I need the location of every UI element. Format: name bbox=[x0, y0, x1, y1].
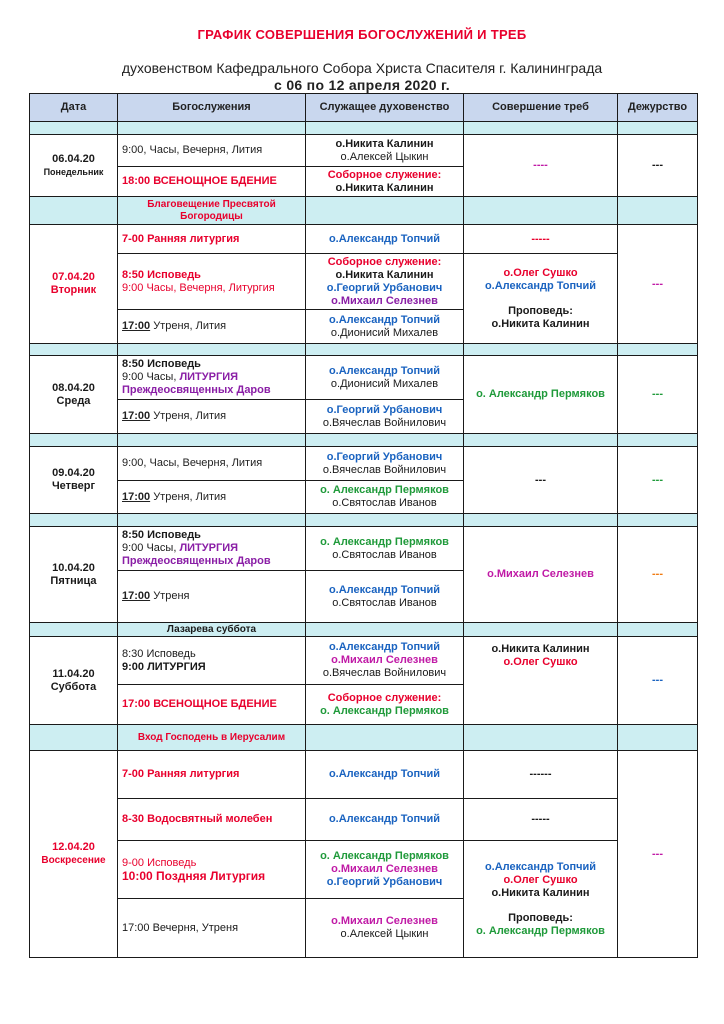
service-line: Преждеосвященных Даров bbox=[122, 555, 271, 567]
service-cell bbox=[118, 400, 306, 434]
weekday-value: Вторник bbox=[50, 284, 97, 296]
table-header-row bbox=[30, 94, 698, 122]
rites-cell: ----- bbox=[464, 225, 618, 254]
table-row bbox=[30, 356, 698, 400]
clergy-name: о.Александр Топчий bbox=[328, 313, 441, 326]
service-time: 17:00 bbox=[122, 410, 151, 422]
clergy-name: о.Вячеслав Войнилович bbox=[322, 463, 447, 476]
clergy-name: о.Михаил Селезнев bbox=[331, 863, 438, 875]
table-row bbox=[30, 751, 698, 799]
service-line: 8:50 Исповедь bbox=[122, 529, 201, 541]
service-time: 17:00 bbox=[122, 320, 151, 332]
service-cell bbox=[118, 481, 306, 514]
rites-cell: о.Михаил Селезнев bbox=[464, 527, 618, 623]
clergy-name: о.Георгий Урбанович bbox=[326, 450, 443, 463]
service-cell: 18:00 ВСЕНОЩНОЕ БДЕНИЕ bbox=[118, 167, 306, 197]
schedule-period: с 06 по 12 апреля 2020 г. bbox=[274, 77, 450, 93]
date-cell bbox=[30, 135, 118, 197]
separator-row bbox=[30, 344, 698, 356]
feast-name: Вход Господень в Иерусалим bbox=[118, 725, 306, 751]
clergy-name: о.Михаил Селезнев bbox=[331, 915, 438, 927]
duty-cell: --- bbox=[618, 447, 698, 514]
service-cell bbox=[118, 527, 306, 571]
schedule-table bbox=[29, 93, 698, 958]
clergy-cell bbox=[306, 254, 464, 310]
rites-cell: ---- bbox=[464, 135, 618, 197]
clergy-name: о.Георгий Урбанович bbox=[326, 281, 443, 294]
date-value: 07.04.20 bbox=[52, 271, 95, 283]
clergy-cell bbox=[306, 571, 464, 623]
clergy-name: о.Алексей Цыкин bbox=[340, 150, 429, 163]
feast-row bbox=[30, 623, 698, 637]
service-cell bbox=[118, 637, 306, 685]
clergy-cell bbox=[306, 685, 464, 725]
service-line: 10:00 Поздняя Литургия bbox=[122, 868, 266, 883]
table-row bbox=[30, 135, 698, 167]
service-text: Утреня, Лития bbox=[150, 320, 227, 332]
clergy-cell bbox=[306, 481, 464, 514]
clergy-cell bbox=[306, 637, 464, 685]
service-line: 8:30 Исповедь bbox=[122, 647, 196, 660]
date-value: 11.04.20 bbox=[52, 667, 95, 680]
service-cell bbox=[118, 841, 306, 899]
separator-row bbox=[30, 514, 698, 527]
service-line: Преждеосвященных Даров bbox=[122, 384, 271, 396]
weekday-value: Четверг bbox=[51, 480, 96, 492]
service-cell: 17:00 ВСЕНОЩНОЕ БДЕНИЕ bbox=[118, 685, 306, 725]
service-time: 17:00 bbox=[122, 590, 151, 602]
service-cell bbox=[118, 310, 306, 344]
rites-name: о.Олег Сушко bbox=[503, 873, 578, 886]
service-cell: 7-00 Ранняя литургия bbox=[118, 751, 306, 799]
rites-name: о.Никита Калинин bbox=[491, 317, 590, 330]
rites-cell: ----- bbox=[464, 799, 618, 841]
col-header-clergy: Служащее духовенство bbox=[306, 94, 464, 122]
service-time: 17:00 bbox=[122, 490, 151, 503]
service-cell: 7-00 Ранняя литургия bbox=[118, 225, 306, 254]
date-value: 12.04.20 bbox=[52, 841, 95, 853]
rites-cell: ------ bbox=[464, 751, 618, 799]
duty-cell: --- bbox=[618, 225, 698, 344]
col-header-rites: Совершение треб bbox=[464, 94, 618, 122]
service-cell bbox=[118, 254, 306, 310]
clergy-name: о.Святослав Иванов bbox=[332, 596, 437, 609]
rites-cell bbox=[464, 841, 618, 958]
clergy-cell bbox=[306, 447, 464, 481]
table-row bbox=[30, 254, 698, 310]
clergy-name: о.Святослав Иванов bbox=[332, 548, 437, 561]
clergy-name: о.Михаил Селезнев bbox=[331, 654, 438, 666]
rites-name: о. Александр Пермяков bbox=[476, 924, 605, 937]
service-cell: 8-30 Водосвятный молебен bbox=[118, 799, 306, 841]
date-value: 10.04.20 bbox=[52, 561, 95, 574]
table-row bbox=[30, 447, 698, 481]
col-header-duty: Дежурство bbox=[618, 94, 698, 122]
service-text: Утреня, Лития bbox=[150, 490, 227, 503]
clergy-name: о. Александр Пермяков bbox=[320, 535, 449, 548]
clergy-name: о.Никита Калинин bbox=[335, 268, 434, 281]
date-cell bbox=[30, 356, 118, 434]
clergy-name: о.Дионисий Михалев bbox=[330, 377, 439, 390]
clergy-cell bbox=[306, 310, 464, 344]
separator-row bbox=[30, 434, 698, 447]
weekday-value: Среда bbox=[56, 394, 91, 407]
service-text: ЛИТУРГИЯ bbox=[179, 542, 239, 554]
col-header-services: Богослужения bbox=[118, 94, 306, 122]
service-cell: 9:00, Часы, Вечерня, Лития bbox=[118, 135, 306, 167]
service-line: 8:50 Исповедь bbox=[122, 358, 201, 370]
rites-name: о.Олег Сушко bbox=[503, 656, 578, 668]
date-value: 09.04.20 bbox=[52, 467, 95, 479]
service-text: 9:00 Часы, bbox=[122, 542, 180, 554]
rites-name: о.Александр Топчий bbox=[484, 860, 597, 873]
clergy-cell bbox=[306, 356, 464, 400]
service-cell bbox=[118, 356, 306, 400]
feast-name: Благовещение Пресвятой Богородицы bbox=[118, 197, 306, 225]
weekday-value: Суббота bbox=[50, 680, 97, 693]
clergy-name: о.Александр Топчий bbox=[328, 583, 441, 596]
clergy-name: о.Святослав Иванов bbox=[332, 497, 437, 509]
table-row bbox=[30, 637, 698, 685]
feast-name: Лазарева суббота bbox=[118, 623, 306, 637]
table-row bbox=[30, 225, 698, 254]
clergy-name: о.Михаил Селезнев bbox=[331, 294, 438, 307]
duty-cell: --- bbox=[618, 527, 698, 623]
clergy-name: о. Александр Пермяков bbox=[320, 850, 449, 862]
rites-name: о.Александр Топчий bbox=[484, 279, 597, 292]
table-row bbox=[30, 841, 698, 899]
clergy-cell: о.Александр Топчий bbox=[306, 751, 464, 799]
clergy-cell bbox=[306, 167, 464, 197]
table-row bbox=[30, 527, 698, 571]
col-header-date: Дата bbox=[30, 94, 118, 122]
clergy-name: о.Дионисий Михалев bbox=[330, 326, 439, 339]
service-line: 8:50 Исповедь bbox=[122, 268, 201, 281]
rites-cell: о. Александр Пермяков bbox=[464, 356, 618, 434]
duty-cell: --- bbox=[618, 637, 698, 725]
clergy-cell: о.Александр Топчий bbox=[306, 225, 464, 254]
page-title: ГРАФИК СОВЕРШЕНИЯ БОГОСЛУЖЕНИЙ И ТРЕБ bbox=[197, 27, 527, 42]
weekday-value: Пятница bbox=[50, 574, 97, 587]
date-value: 06.04.20 bbox=[52, 152, 95, 165]
clergy-name: о.Георгий Урбанович bbox=[326, 876, 443, 888]
rites-cell bbox=[464, 254, 618, 344]
service-text: Утреня, Лития bbox=[150, 410, 227, 422]
date-cell bbox=[30, 447, 118, 514]
page-subtitle: духовенством Кафедрального Собора Христа Спасителя г. Калининграда bbox=[121, 60, 603, 76]
clergy-name: о.Никита Калинин bbox=[335, 137, 434, 150]
service-line: 9:00 ЛИТУРГИЯ bbox=[122, 660, 206, 673]
feast-row bbox=[30, 725, 698, 751]
clergy-cell bbox=[306, 899, 464, 958]
service-cell: 17:00 Вечерня, Утреня bbox=[118, 899, 306, 958]
duty-cell: --- bbox=[618, 751, 698, 958]
date-cell bbox=[30, 225, 118, 344]
feast-row bbox=[30, 197, 698, 225]
table-row bbox=[30, 799, 698, 841]
clergy-cell bbox=[306, 400, 464, 434]
date-cell bbox=[30, 637, 118, 725]
clergy-name: о.Вячеслав Войнилович bbox=[322, 667, 447, 679]
duty-cell: --- bbox=[618, 135, 698, 197]
sermon-label: Проповедь: bbox=[508, 304, 573, 317]
clergy-name: о.Александр Топчий bbox=[328, 364, 441, 377]
date-cell bbox=[30, 527, 118, 623]
clergy-note: Соборное служение: bbox=[327, 691, 442, 704]
clergy-name: о. Александр Пермяков bbox=[320, 484, 449, 496]
date-cell bbox=[30, 751, 118, 958]
service-text: ЛИТУРГИЯ bbox=[179, 371, 239, 383]
service-text: 9:00 Часы, bbox=[122, 371, 180, 383]
clergy-name: о.Никита Калинин bbox=[335, 181, 434, 194]
clergy-name: о.Вячеслав Войнилович bbox=[322, 416, 447, 429]
date-value: 08.04.20 bbox=[52, 381, 95, 394]
service-line: 9:00 Часы, Вечерня, Литургия bbox=[122, 281, 275, 294]
service-line: 9-00 Исповедь bbox=[122, 856, 197, 869]
weekday-value: Понедельник bbox=[43, 166, 104, 177]
rites-name: о.Никита Калинин bbox=[491, 643, 590, 655]
rites-cell bbox=[464, 637, 618, 725]
clergy-note: Соборное служение: bbox=[327, 168, 442, 181]
duty-cell: --- bbox=[618, 356, 698, 434]
clergy-note: Соборное служение: bbox=[327, 255, 442, 268]
weekday-value: Воскресение bbox=[41, 855, 106, 866]
clergy-name: о.Александр Топчий bbox=[328, 641, 441, 653]
clergy-name: о. Александр Пермяков bbox=[320, 704, 449, 717]
clergy-cell bbox=[306, 527, 464, 571]
clergy-name: о.Георгий Урбанович bbox=[326, 403, 443, 416]
separator-row bbox=[30, 122, 698, 135]
clergy-cell: о.Александр Топчий bbox=[306, 799, 464, 841]
rites-cell: --- bbox=[464, 447, 618, 514]
service-cell bbox=[118, 571, 306, 623]
clergy-name: о.Алексей Цыкин bbox=[340, 928, 429, 940]
clergy-cell bbox=[306, 841, 464, 899]
service-text: Утреня bbox=[150, 590, 190, 602]
clergy-cell bbox=[306, 135, 464, 167]
sermon-label: Проповедь: bbox=[508, 911, 573, 924]
rites-name: о.Олег Сушко bbox=[503, 266, 578, 279]
rites-name: о.Никита Калинин bbox=[491, 886, 590, 899]
service-cell: 9:00, Часы, Вечерня, Лития bbox=[118, 447, 306, 481]
